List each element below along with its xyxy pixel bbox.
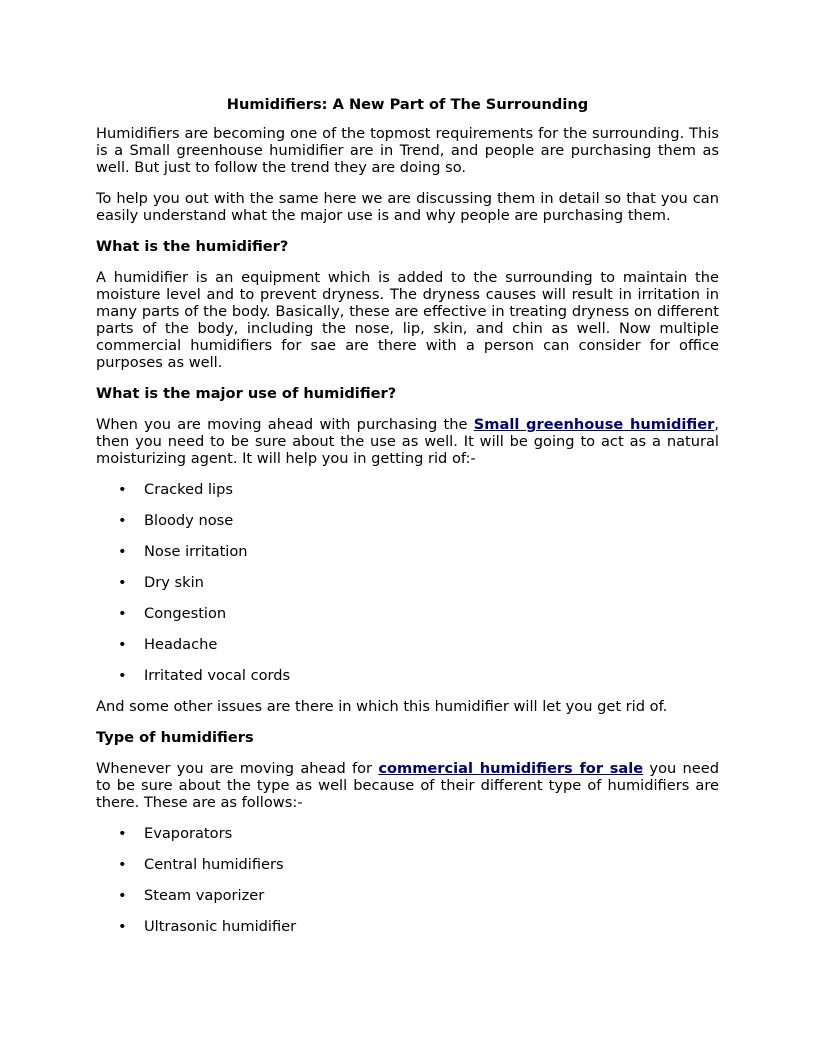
bullet-icon: • — [118, 543, 127, 560]
section-heading-types: Type of humidifiers — [96, 729, 254, 746]
list-item: • Dry skin — [118, 574, 204, 591]
bullet-icon: • — [118, 636, 127, 653]
list-item: • Congestion — [118, 605, 227, 622]
bullet-icon: • — [118, 605, 127, 622]
section3-text-after-link: you need to be sure about the type as well because of their different type of humidifiers are there. These are as follows:- — [96, 760, 719, 811]
types-list — [96, 825, 719, 935]
list-item: • Ultrasonic humidifier — [118, 918, 297, 935]
section2-text-before-link: When you are moving ahead with purchasing the — [96, 416, 474, 433]
list-item: • Evaporators — [118, 825, 233, 842]
section-heading-what-is: What is the humidifier? — [96, 238, 289, 255]
section-heading-major-use: What is the major use of humidifier? — [96, 385, 397, 402]
document-page — [96, 96, 719, 949]
list-item: • Headache — [118, 636, 218, 653]
bullet-icon: • — [118, 825, 127, 842]
small-greenhouse-humidifier-link[interactable]: Small greenhouse humidifier — [473, 416, 715, 433]
commercial-humidifiers-link[interactable]: commercial humidifiers for sale — [378, 760, 644, 777]
uses-list — [96, 481, 719, 684]
section3-paragraph — [96, 760, 719, 811]
list-item: • Steam vaporizer — [118, 887, 265, 904]
intro-paragraph-1: Humidifiers are becoming one of the topmost requirements for the surrounding. This is a Small greenhouse humidifier are in Trend, and people are purchasing them as well. But just to follow the trend they are doing so. — [96, 125, 719, 176]
list-item: • Irritated vocal cords — [118, 667, 291, 684]
document-title: Humidifiers: A New Part of The Surrounding — [226, 96, 589, 113]
intro-paragraph-2: To help you out with the same here we are discussing them in detail so that you can easily understand what the major use is and why people are purchasing them. — [96, 190, 719, 224]
list-item: • Cracked lips — [118, 481, 233, 498]
section2-closing: And some other issues are there in which this humidifier will let you get rid of. — [96, 698, 668, 715]
bullet-icon: • — [118, 918, 127, 935]
bullet-icon: • — [118, 887, 127, 904]
section1-paragraph: A humidifier is an equipment which is added to the surrounding to maintain the moisture level and to prevent dryness. The dryness causes will result in irritation in many parts of the body. Basically, these are effective in treating dryness on different parts of the body, including the nose, lip, skin, and chin as well. Now multiple commercial humidifiers for sae are there with a person can consider for office purposes as well. — [96, 269, 719, 371]
list-item: • Central humidifiers — [118, 856, 284, 873]
section3-text-before-link: Whenever you are moving ahead for — [96, 760, 379, 777]
section2-text-after-link: , then you need to be sure about the use as well. It will be going to act as a natural moisturizing agent. It will help you in getting rid of:- — [96, 416, 719, 467]
bullet-icon: • — [118, 512, 127, 529]
bullet-icon: • — [118, 481, 127, 498]
section2-paragraph — [96, 416, 719, 467]
list-item: • Nose irritation — [118, 543, 248, 560]
list-item: • Bloody nose — [118, 512, 234, 529]
bullet-icon: • — [118, 574, 127, 591]
bullet-icon: • — [118, 667, 127, 684]
bullet-icon: • — [118, 856, 127, 873]
